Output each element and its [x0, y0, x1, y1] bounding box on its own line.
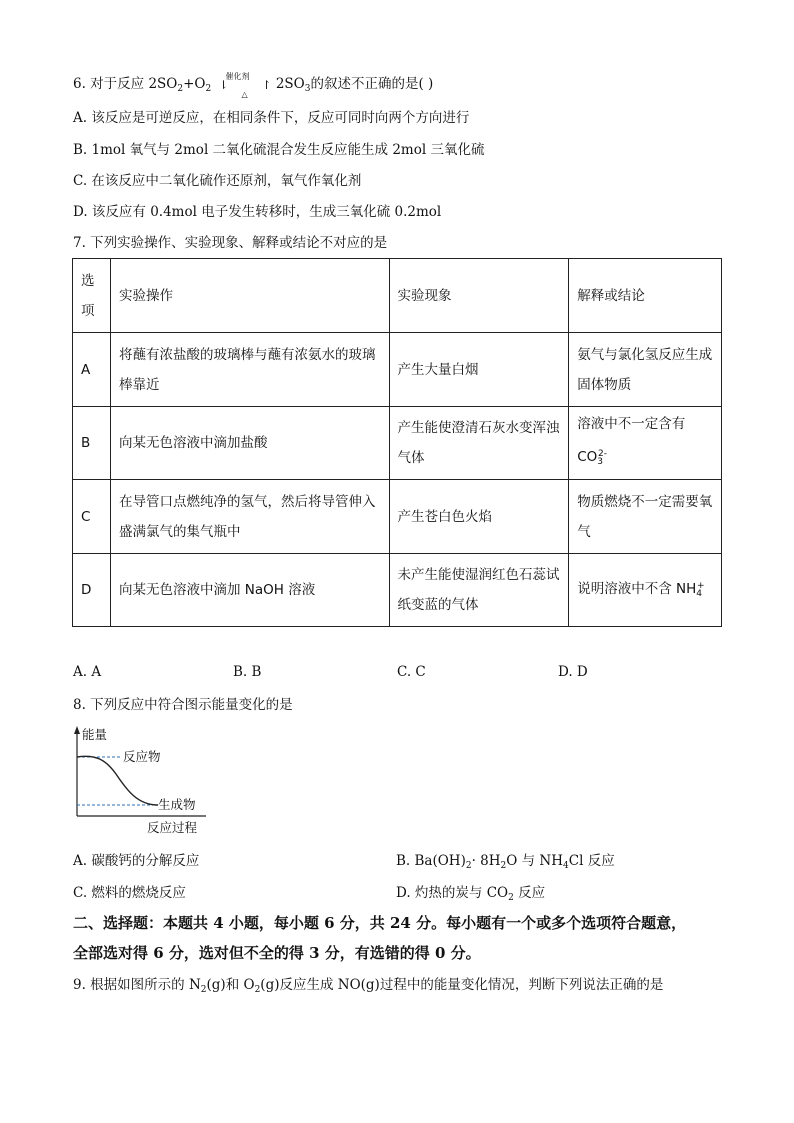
q6-option-b: B. 1mol 氧气与 2mol 二氧化硫混合发生反应能生成 2mol 三氧化硫: [73, 142, 485, 158]
table-row: D 向某无色溶液中滴加 NaOH 溶液 未产生能使湿润红色石蕊试纸变蓝的气体 说明溶液中不含 $NH_4^+$: [73, 554, 722, 627]
product-label: 生成物: [158, 797, 196, 812]
header-phenomenon: 实验现象: [389, 259, 569, 333]
table-header-row: [73, 259, 722, 333]
table-row: B 向某无色溶液中滴加盐酸 产生能使澄清石灰水变浑浊气体 溶液中不一定含有 $CO_3^{2-}$: [73, 407, 722, 480]
q9-stem: 9. 根据如图所示的 $N_2(g)$和 $O_2(g)$反应生成 NO(g)过程中的能量变化情况，判断下列说法正确的是: [73, 977, 664, 995]
q6-option-c: C. 在该反应中二氧化硫作还原剂，氧气作氧化剂: [73, 173, 362, 189]
q7-answer-c: C. C: [397, 664, 426, 680]
q8-option-d: D. 灼热的炭与 $CO_2$ 反应: [396, 885, 546, 903]
q6-stem: 6. 对于反应 $2SO_2+O_2$ 催化剂 ⇂ ↾ △ $2SO_3$的叙述不正确的是( ): [73, 72, 434, 99]
experiment-table: [72, 258, 722, 627]
reaction-condition: 催化剂 ⇂ ↾ △: [218, 72, 272, 99]
header-operation: 实验操作: [110, 259, 389, 333]
q8-option-a: A. 碳酸钙的分解反应: [73, 853, 200, 869]
energy-axis-arrow: [74, 726, 80, 734]
header-option: 选项: [73, 259, 111, 333]
reactant-label: 反应物: [123, 749, 161, 764]
process-label: 反应过程: [147, 820, 198, 835]
q7-answer-options: [73, 664, 723, 682]
header-conclusion: 解释或结论: [569, 259, 722, 333]
section2-heading-line2: 全部选对得 6 分，选对但不全的得 3 分，有选错的得 0 分。: [73, 944, 481, 962]
table-row: C 在导管口点燃纯净的氢气，然后将导管伸入盛满氯气的集气瓶中 产生苍白色火焰 物质燃烧不一定需要氧气: [73, 480, 722, 554]
q8-option-c: C. 燃料的燃烧反应: [73, 885, 186, 901]
q7-stem: 7. 下列实验操作、实验现象、解释或结论不对应的是: [73, 235, 388, 251]
q7-answer-b: B. B: [233, 664, 262, 680]
section2-heading-line1: 二、选择题：本题共 4 小题，每小题 6 分，共 24 分。每小题有一个或多个选项符合题意，: [73, 914, 687, 932]
q8-stem: 8. 下列反应中符合图示能量变化的是: [73, 697, 293, 713]
q8-option-b: B. $Ba(OH)_2\cdot 8H_2O$ 与 $NH_4Cl$ 反应: [396, 853, 615, 871]
energy-label: 能量: [82, 727, 108, 742]
q7-answer-a: A. A: [73, 664, 102, 680]
q6-option-d: D. 该反应有 0.4mol 电子发生转移时，生成三氧化硫 0.2mol: [73, 204, 442, 220]
energy-diagram: [68, 724, 218, 840]
q6-option-a: A. 该反应是可逆反应，在相同条件下，反应可同时向两个方向进行: [73, 110, 470, 126]
q7-answer-d: D. D: [558, 664, 588, 680]
table-row: A 将蘸有浓盐酸的玻璃棒与蘸有浓氨水的玻璃棒靠近 产生大量白烟 氨气与氯化氢反应生成固体物质: [73, 333, 722, 407]
